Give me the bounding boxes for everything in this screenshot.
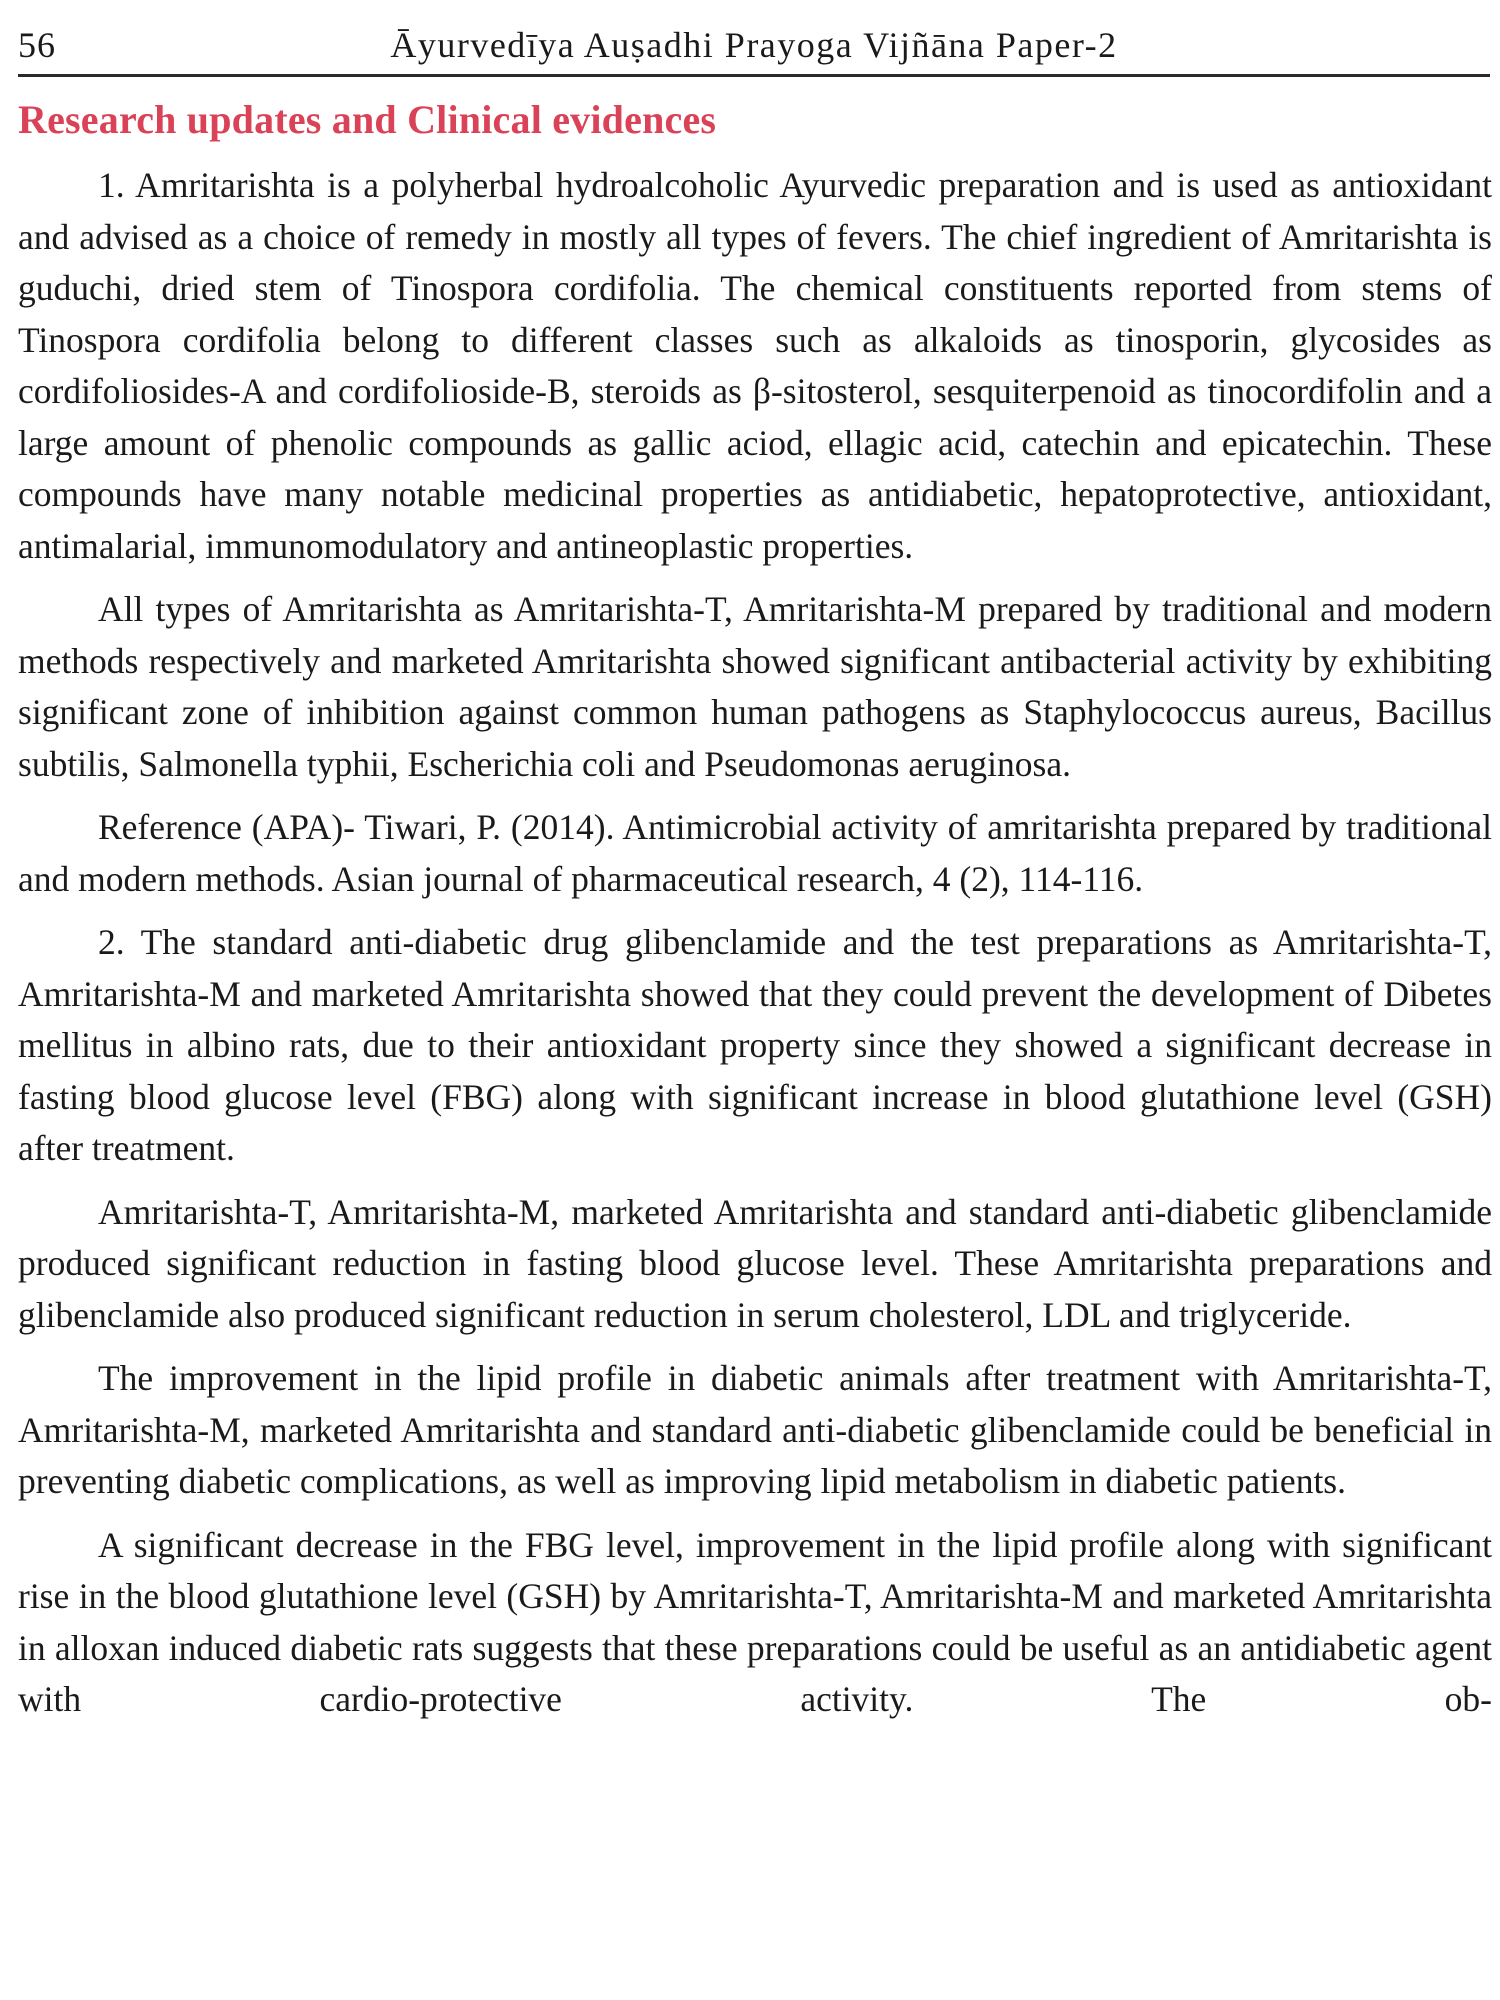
paragraph-lipid-profile: The improvement in the lipid profile in diabetic animals after treatment with Amritarishta-T, Amritarishta-M, marketed Amritarishta and standard anti-diabetic glibenclamide could be beneficial in preventing diabetic complications, as well as improving lipid metabolism in diabetic patients. bbox=[18, 1358, 1492, 1501]
body-text bbox=[18, 160, 1492, 1738]
section-heading: Research updates and Clinical evidences bbox=[18, 97, 717, 142]
page-header bbox=[18, 22, 1490, 77]
paragraph-amritarishta-intro: 1. Amritarishta is a polyherbal hydroalcoholic Ayurvedic preparation and is used as antioxidant and advised as a choice of remedy in mostly all types of fevers. The chief ingredient of Amritarishta is guduchi, dried stem of Tinospora cordifolia. The chemical constituents reported from stems of Tinospora cordifolia belong to different classes such as alkaloids as tinosporin, glycosides as cordifoliosides-A and cordifolioside-B, steroids as β-sitosterol, sesquiterpenoid as tinocordifolin and a large amount of phenolic compounds as gallic aciod, ellagic acid, catechin and epicatechin. These compounds have many notable medicinal properties as antidiabetic, hepatoprotective, antioxidant, antimalarial, immunomodulatory and antineoplastic properties. bbox=[18, 165, 1492, 566]
paragraph-antibacterial: All types of Amritarishta as Amritarishta-T, Amritarishta-M prepared by traditional and modern methods respectively and marketed Amritarishta showed significant antibacterial activity by exhibiting significant zone of inhibition against common human pathogens as Staphylococcus aureus, Bacillus subtilis, Salmonella typhii, Escherichia coli and Pseudomonas aeruginosa. bbox=[18, 589, 1492, 784]
paragraph-antidiabetic: 2. The standard anti-diabetic drug glibenclamide and the test preparations as Amritarishta-T, Amritarishta-M and marketed Amritarishta showed that they could prevent the development of Dibetes mellitus in albino rats, due to their antioxidant property since they showed a significant decrease in fasting blood glucose level (FBG) along with significant increase in blood glutathione level (GSH) after treatment. bbox=[18, 922, 1492, 1168]
page-number: 56 bbox=[18, 25, 56, 65]
paragraph-glucose-reduction: Amritarishta-T, Amritarishta-M, marketed Amritarishta and standard anti-diabetic glibenclamide produced significant reduction in fasting blood glucose level. These Amritarishta preparations and glibenclamide also produced significant reduction in serum cholesterol, LDL and triglyceride. bbox=[18, 1191, 1492, 1335]
paragraph-fbg-conclusion: A significant decrease in the FBG level, improvement in the lipid profile along with significant rise in the blood glutathione level (GSH) by Amritarishta-T, Amritarishta-M and marketed Amritarishta in alloxan induced diabetic rats suggests that these preparations could be useful as an antidiabetic agent with cardio-protective activity. The ob- bbox=[18, 1524, 1492, 1719]
running-title: Āyurvedīya Auṣadhi Prayoga Vijñāna Paper-2 bbox=[390, 25, 1118, 65]
paragraph-reference: Reference (APA)- Tiwari, P. (2014). Antimicrobial activity of amritarishta prepared by traditional and modern methods. Asian journal of pharmaceutical research, 4 (2), 114-116. bbox=[18, 807, 1492, 899]
